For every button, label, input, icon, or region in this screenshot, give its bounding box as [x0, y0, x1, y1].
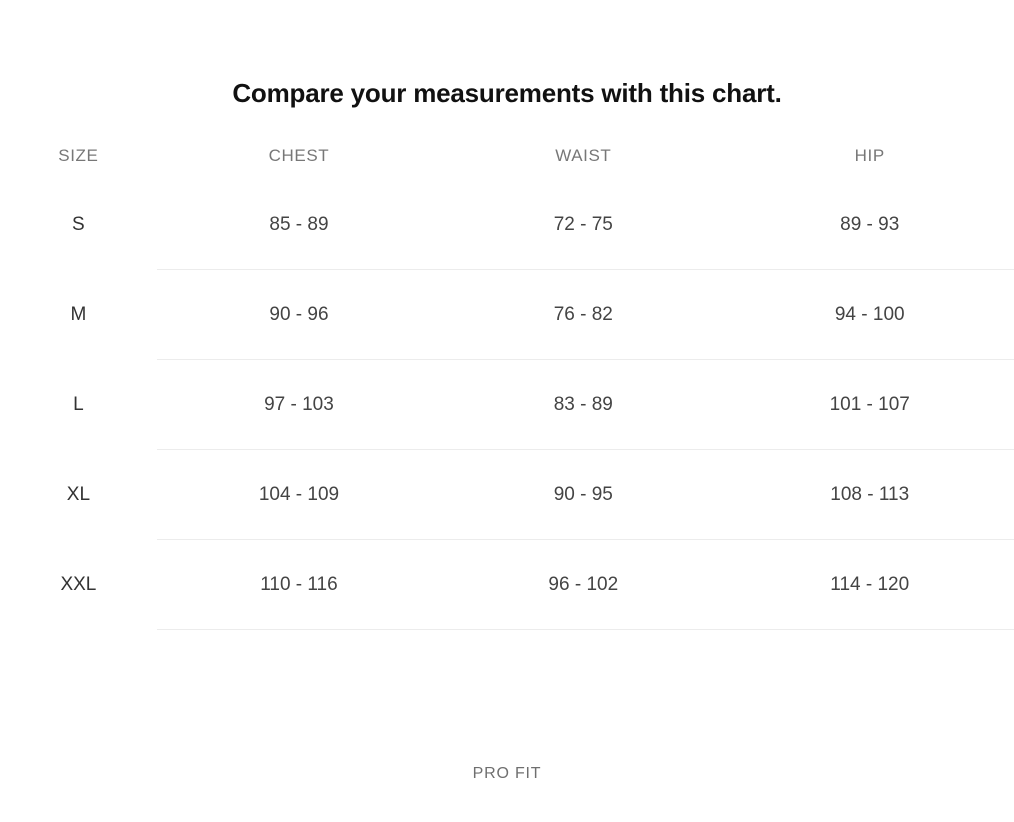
cell-chest: 97 - 103 — [157, 360, 441, 450]
cell-chest: 110 - 116 — [157, 540, 441, 630]
cell-chest: 104 - 109 — [157, 450, 441, 540]
cell-hip: 108 - 113 — [725, 450, 1014, 540]
cell-size: XXL — [60, 573, 97, 595]
table-body — [0, 180, 1014, 630]
cell-chest: 85 - 89 — [157, 180, 441, 270]
cell-waist: 72 - 75 — [441, 180, 725, 270]
table-row — [0, 360, 1014, 450]
table-row — [0, 540, 1014, 630]
table-row — [0, 450, 1014, 540]
cell-waist: 96 - 102 — [441, 540, 725, 630]
column-header-waist: WAIST — [555, 146, 612, 165]
cell-size: XL — [66, 483, 91, 505]
cell-size: L — [73, 393, 84, 415]
cell-waist: 83 - 89 — [441, 360, 725, 450]
cell-hip: 114 - 120 — [725, 540, 1014, 630]
cell-hip: 101 - 107 — [725, 360, 1014, 450]
size-chart-table — [0, 138, 1014, 630]
table-row — [0, 270, 1014, 360]
fit-label: PRO FIT — [472, 765, 542, 782]
column-header-hip: HIP — [854, 146, 885, 165]
column-header-size: SIZE — [58, 146, 99, 165]
table-row — [0, 180, 1014, 270]
cell-hip: 94 - 100 — [725, 270, 1014, 360]
cell-waist: 76 - 82 — [441, 270, 725, 360]
cell-hip: 89 - 93 — [725, 180, 1014, 270]
table-header — [0, 138, 1014, 180]
page-title: Compare your measurements with this chart. — [232, 78, 782, 108]
column-header-chest: CHEST — [268, 146, 330, 165]
cell-size: S — [72, 213, 85, 235]
table-header-row — [0, 138, 1014, 180]
cell-chest: 90 - 96 — [157, 270, 441, 360]
cell-waist: 90 - 95 — [441, 450, 725, 540]
cell-size: M — [70, 303, 87, 325]
